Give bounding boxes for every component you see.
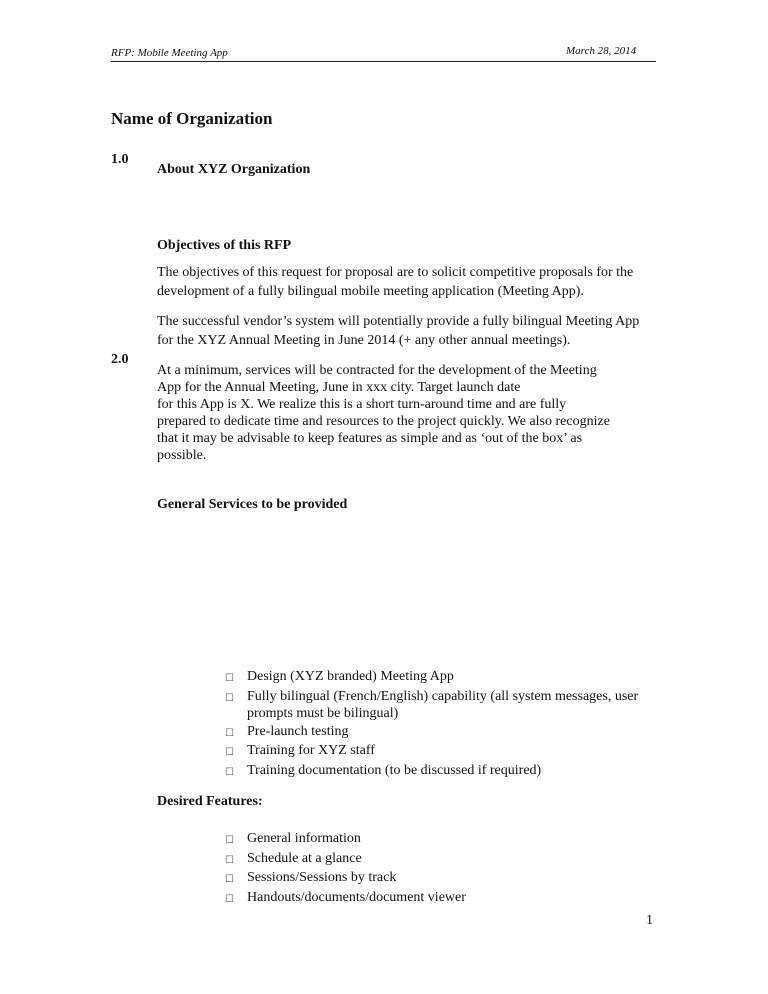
list-item: [225, 830, 655, 850]
about-heading: About XYZ Organization: [157, 162, 311, 177]
minimum-line: for this App is X. We realize this is a short turn-around time and are fully: [157, 397, 567, 412]
list-item: [225, 889, 655, 909]
minimum-line: prepared to dedicate time and resources to the project quickly. We also recognize: [157, 414, 610, 429]
minimum-line: At a minimum, services will be contracted for the development of the Meeting: [157, 363, 597, 378]
checkbox-icon: ☐: [225, 673, 234, 684]
desired-features-heading: Desired Features:: [157, 794, 263, 809]
section-number-2: 2.0: [111, 352, 129, 367]
objectives-paragraph: The objectives of this request for proposal are to solicit competitive proposals for the development of a fully bilingual mobile meeting application (Meeting App).: [157, 265, 634, 299]
list-item: [225, 850, 655, 870]
checkbox-icon: ☐: [225, 893, 234, 905]
section-number-1: 1.0: [111, 152, 129, 167]
page-title: Name of Organization: [111, 109, 273, 128]
list-item-text: Training for XYZ staff: [247, 743, 375, 759]
list-item-text: General information: [247, 831, 361, 846]
minimum-line: that it may be advisable to keep features as simple and as ‘out of the box’ as: [157, 431, 583, 446]
list-item: [225, 869, 655, 889]
list-item-text: Fully bilingual (French/English) capability (all system messages, user prompts must be bilingual): [247, 688, 639, 722]
minimum-line: possible.: [157, 448, 207, 463]
checkbox-icon: ☐: [225, 747, 234, 759]
checkbox-icon: ☐: [225, 692, 234, 704]
checkbox-icon: ☐: [225, 766, 234, 778]
list-item: [225, 688, 655, 723]
header-doc-label: RFP: Mobile Meeting App: [111, 47, 228, 59]
page-number: 1: [646, 913, 653, 928]
checkbox-icon: ☐: [225, 854, 234, 866]
list-item-text: Schedule at a glance: [247, 850, 362, 866]
general-services-heading: General Services to be provided: [157, 497, 348, 512]
header-rule: [111, 61, 656, 62]
vendor-paragraph: The successful vendor’s system will potentially provide a fully bilingual Meeting App for the XYZ Annual Meeting in June 2014 (+ any other annual meetings).: [157, 314, 640, 348]
list-item-text: Design (XYZ branded) Meeting App: [247, 669, 454, 684]
features-list: [225, 830, 655, 908]
header-date: March 28, 2014: [566, 45, 637, 57]
minimum-paragraph: [157, 362, 657, 464]
services-list: [225, 668, 655, 782]
list-item-text: Handouts/documents/document viewer: [247, 889, 466, 905]
checkbox-icon: ☐: [225, 727, 234, 739]
list-item: [225, 723, 655, 743]
list-item: [225, 762, 655, 782]
checkbox-icon: ☐: [225, 874, 234, 886]
objectives-heading: Objectives of this RFP: [157, 238, 292, 253]
list-item-text: Pre-launch testing: [247, 723, 349, 739]
list-item-text: Training documentation (to be discussed if required): [247, 762, 542, 778]
list-item: [225, 742, 655, 762]
checkbox-icon: ☐: [225, 835, 234, 846]
list-item: [225, 668, 655, 688]
minimum-line: App for the Annual Meeting, June in xxx city. Target launch date: [157, 380, 521, 395]
list-item-text: Sessions/Sessions by track: [247, 870, 397, 886]
